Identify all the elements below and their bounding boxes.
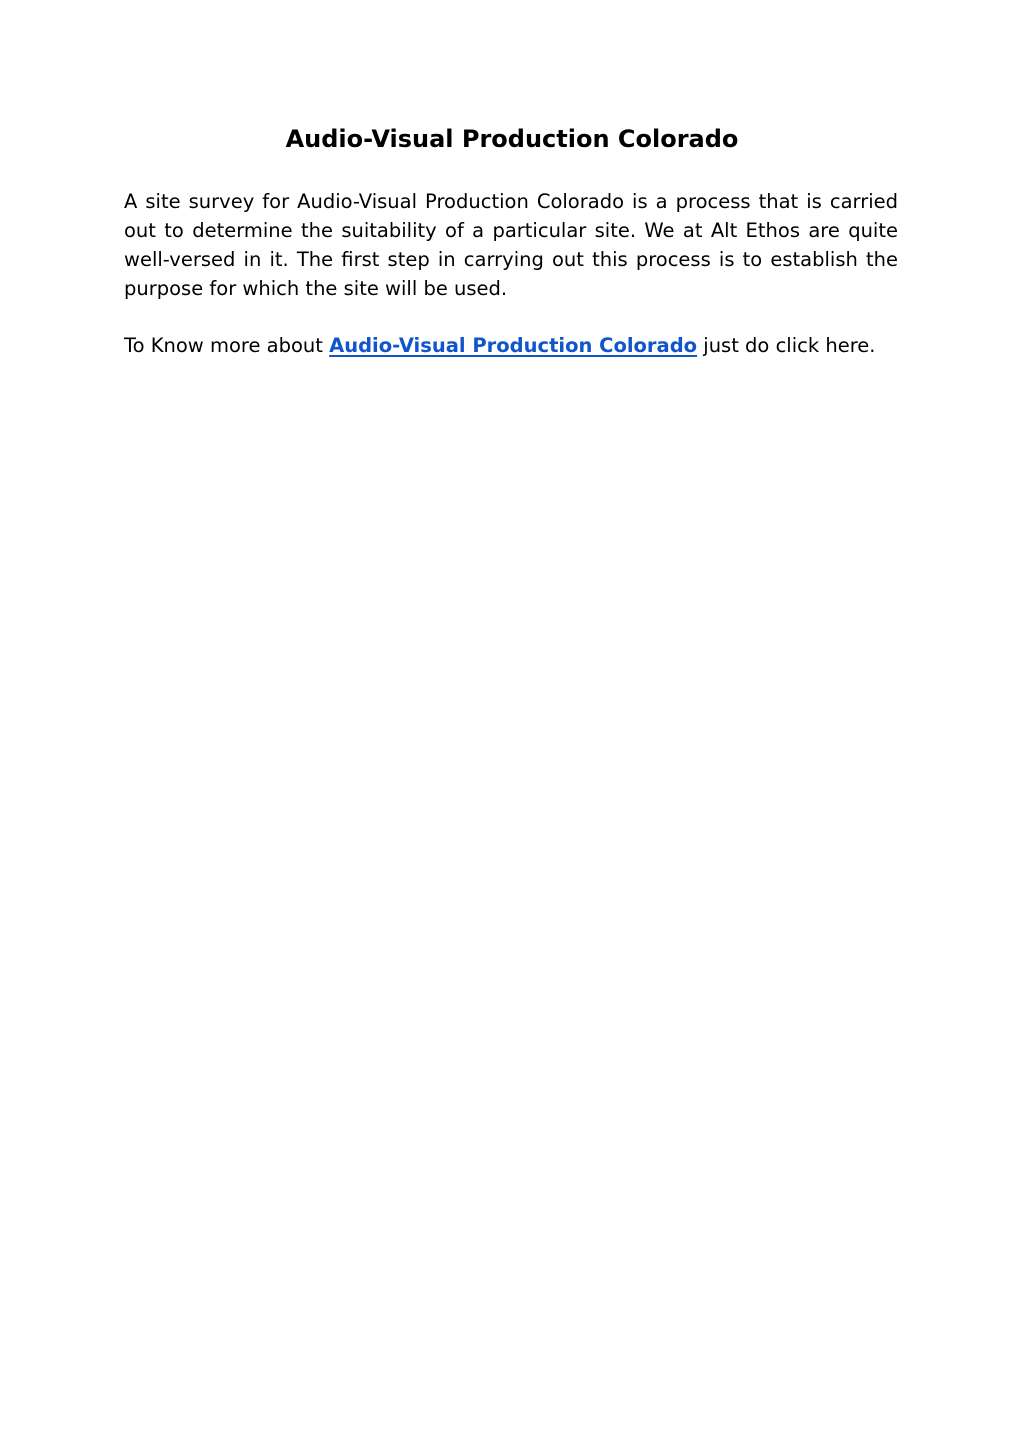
cta-text-after-link: just do click here. [697, 334, 876, 357]
document-title: Audio-Visual Production Colorado [285, 125, 739, 153]
audio-visual-production-link[interactable]: Audio-Visual Production Colorado [329, 334, 698, 357]
intro-paragraph: A site survey for Audio-Visual Production Colorado is a process that is carried out to determine the suitability of a particular site. We at Alt Ethos are quite well-versed in it. The first step in carrying out this process is to establish the purpose for which the site will be used. [124, 190, 898, 300]
cta-text-before-link: To Know more about [124, 334, 330, 357]
cta-paragraph [124, 331, 898, 360]
